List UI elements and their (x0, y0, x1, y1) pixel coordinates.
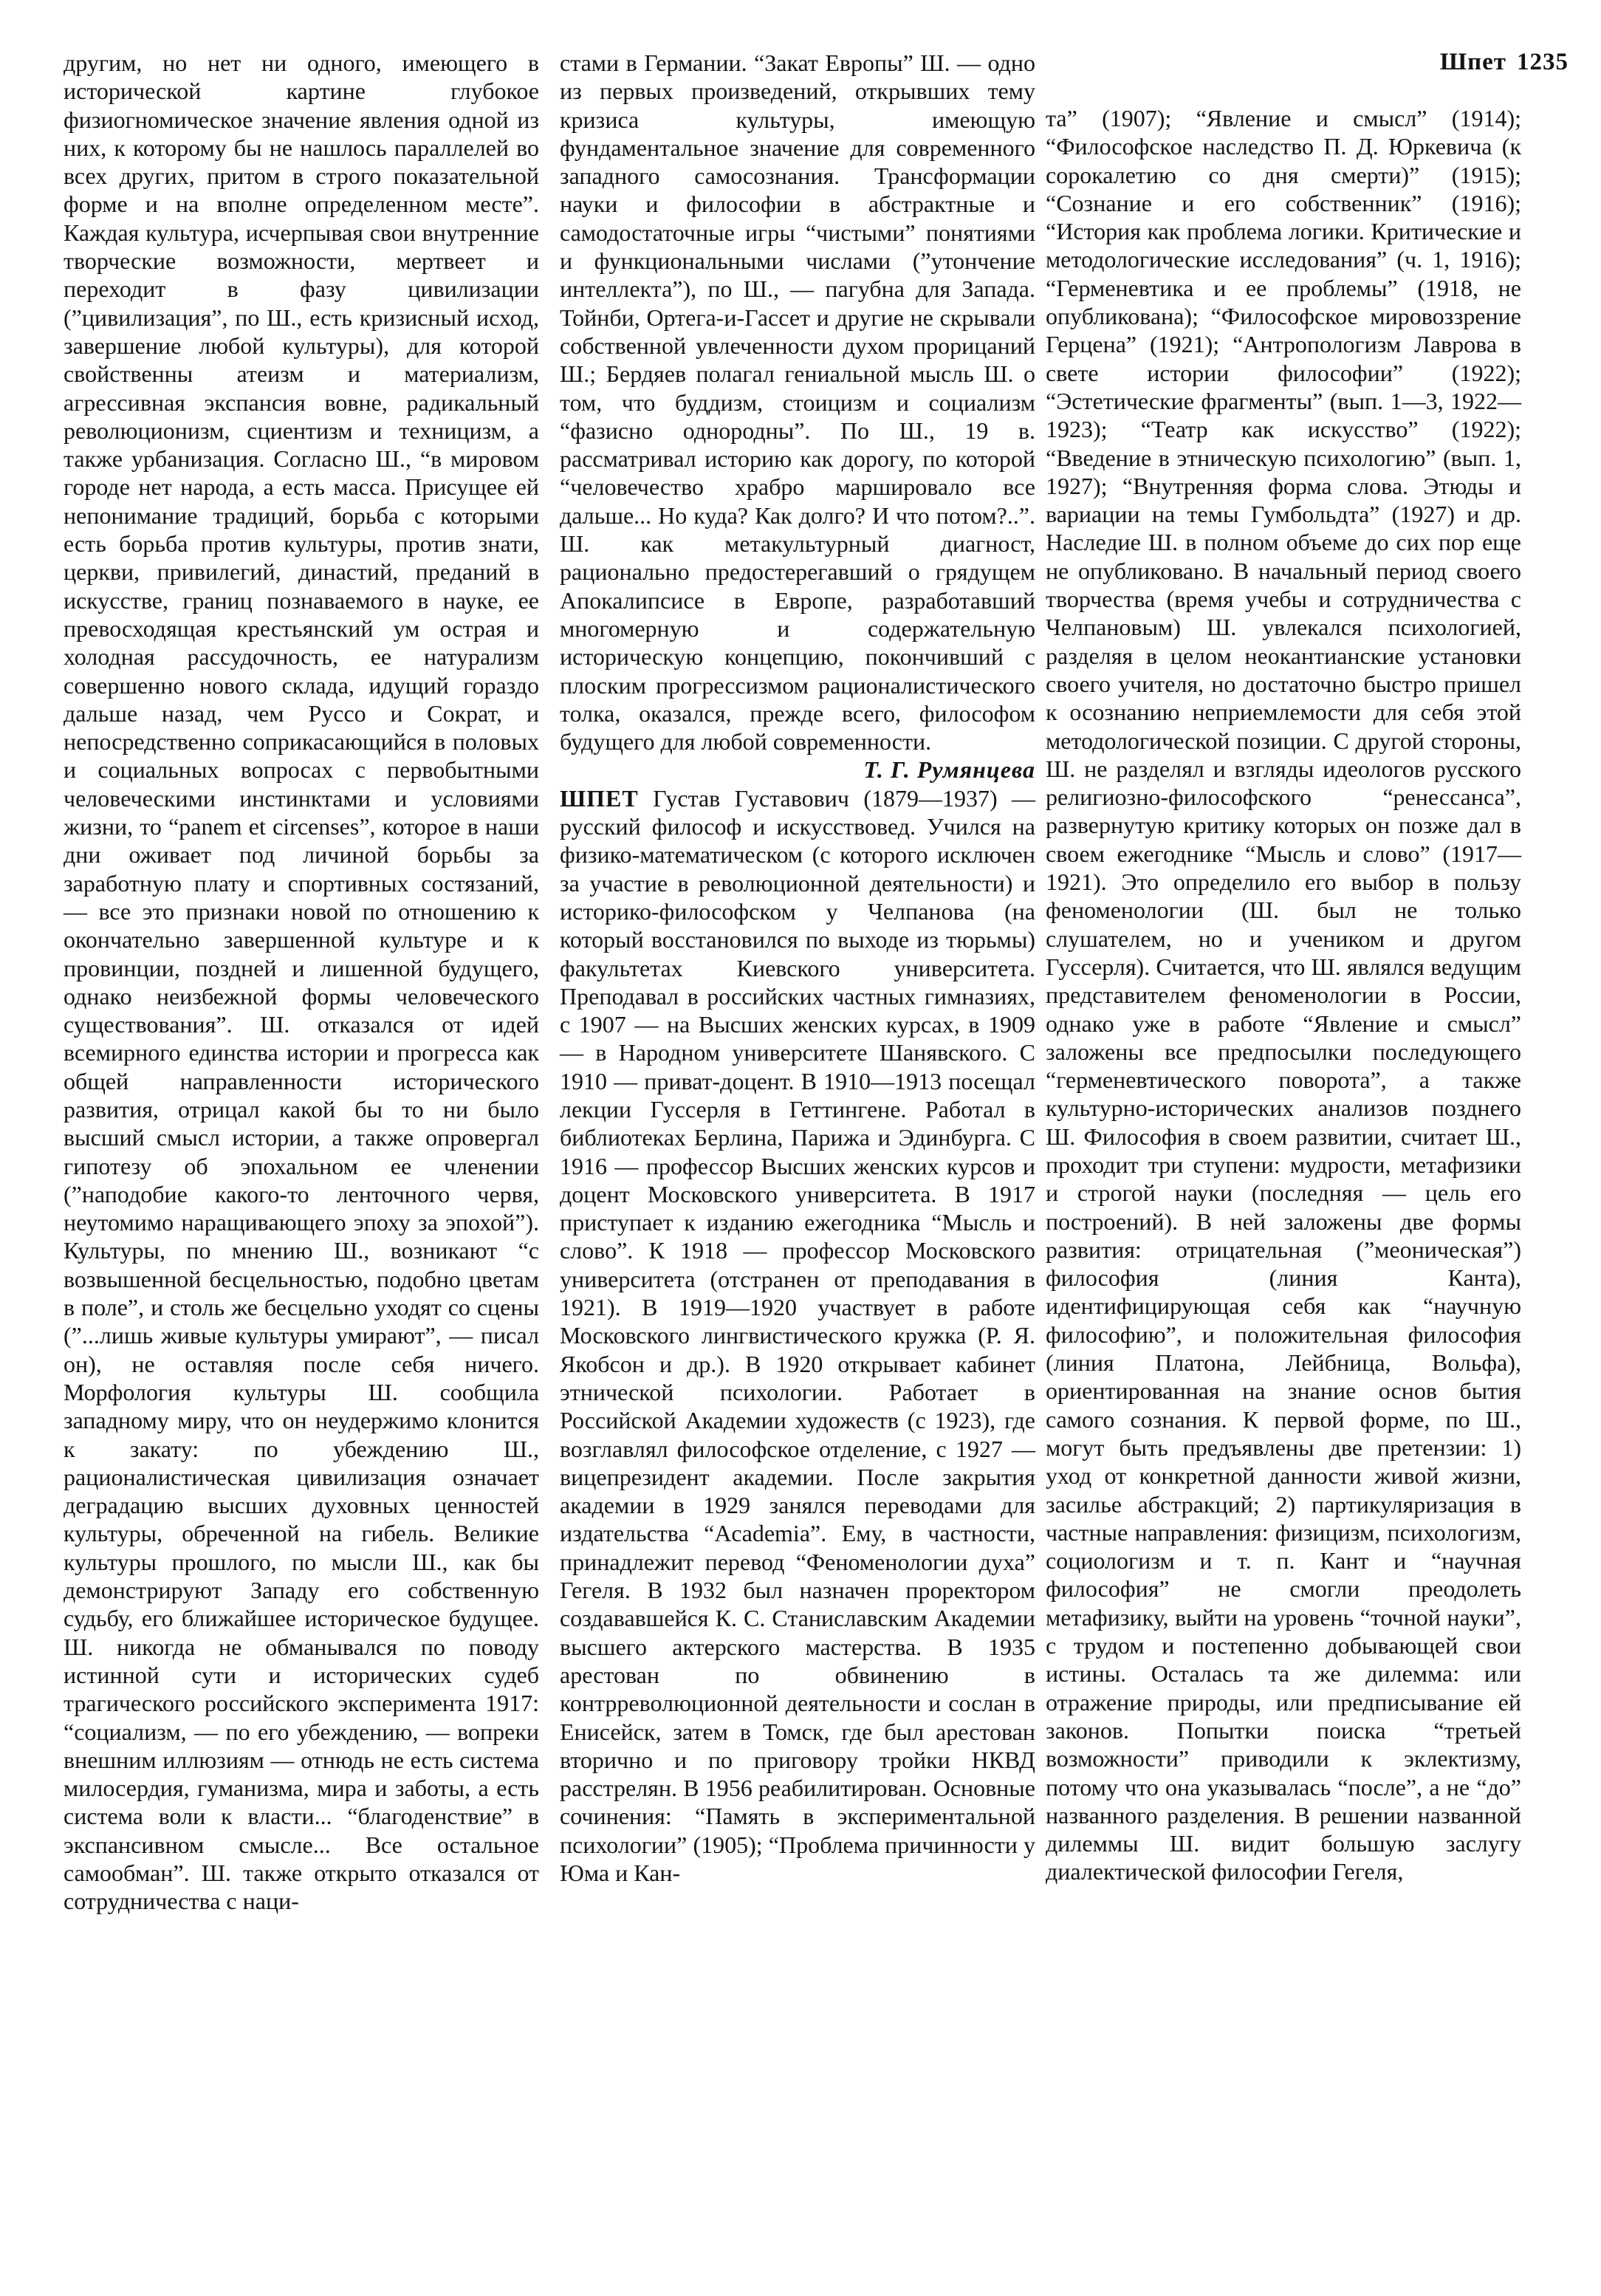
column-3-text: та” (1907); “Явление и смысл” (1914); “Философское наследство П. Д. Юркевича (к сорокалетию со дня смерти)” (1915); “Сознание и его собственник” (1916); “История как проблема логики. Критические и методологические исследования” (ч. 1, 1916); “Герменевтика и ее проблемы” (1918, не опубликована); “Философское мировоззрение Герцена” (1921); “Антропологизм Лаврова в свете истории философии” (1922); “Эстетические фрагменты” (вып. 1—3, 1922—1923); “Театр как искусство” (1922); “Введение в этническую психологию” (вып. 1, 1927); “Внутренняя форма слова. Этюды и вариации на темы Гумбольдта” (1927) и др. Наследие Ш. в полном объеме до сих пор еще не опубликовано. В начальный период своего творчества (время учебы и сотрудничества с Челпановым) Ш. увлекался психологией, разделяя в целом неокантианские установки своего учителя, но достаточно быстро пришел к осознанию неприемлемости для себя этой методологической позиции. С другой стороны, Ш. не разделял и взгляды идеологов русского религиозно-философского “ренессанса”, развернутую критику которых он позже дал в своем ежегоднике “Мысль и слово” (1917—1921). Это определило его выбор в пользу феноменологии (Ш. был не только слушателем, но и учеником и другом Гуссерля). Считается, что Ш. являлся ведущим представителем феноменологии в России, однако уже в работе “Явление и смысл” заложены все предпосылки последующего “герменевтического поворота”, а также культурно-исторических анализов позднего Ш. Философия в своем развитии, считает Ш., проходит три ступени: мудрости, метафизики и строгой науки (последняя — цель его построений). В ней заложены две формы развития: отрицательная (”меоническая”) философия (линия Канта), идентифицирующая себя как “научную философию”, и положительная философия (линия Платона, Лейбница, Вольфа), ориентированная на знание основ бытия самого сознания. К первой форме, по Ш., могут быть предъявлены две претензии: 1) уход от конкретной данности живой жизни, засилье абстракций; 2) партикуляризация в частные направления: физицизм, психологизм, социологизм и т. п. Кант и “научная философия” не смогли преодолеть метафизику, выйти на уровень “точной науки”, с трудом и постепенно добывающей свои истины. Осталась та же дилемма: или отражение природы, или предписывание ей законов. Попытки поиска “третьей возможности” приводили к эклектизму, потому что она указывалась “после”, а не “до” названного разделения. В решении названной дилеммы Ш. видит большую заслугу диалектической философии Гегеля, (1046, 105, 1521, 1885)
text-column-1 (64, 49, 539, 1916)
column-2-text: стами в Германии. “Закат Европы” Ш. — одно из первых произведений, открывших тему кризиса культуры, имеющую фундаментальное значение для современного западного самосознания. Трансформации науки и философии в абстрактные и самодостаточные игры “чистыми” понятиями и функциональными числами (”утончение интеллекта”), по Ш., — пагубна для Запада. Тойнби, Ортега-и-Гассет и другие не скрывали собственной увлеченности духом прорицаний Ш.; Бердяев полагал гениальной мысль Ш. о том, что буддизм, стоицизм и социализм “фазисно однородны”. По Ш., 19 в. рассматривал историю как дорогу, по которой “человечество храбро маршировало все дальше... Но куда? Как долго? И что потом?..”. Ш. как метакультурный диагност, рационально предостерегавший о грядущем Апокалипсисе в Европе, разработавший многомерную и содержательную историческую концепцию, покончивший с плоским прогрессизмом рационалистического толка, оказался, прежде всего, философом будущего для любой современности. (560, 49, 1035, 755)
entry-text: Густав Густавович (1879—1937) — русский философ и искусствовед. Учился на физико-математическом (с которого исключен за участие в революционной деятельности) и историко-философском у Челпанова (на который восстановился по выходе из тюрьмы) факультетах Киевского университета. Преподавал в российских частных гимназиях, с 1907 — на Высших женских курсах, в 1909 — в Народном университете Шанявского. С 1910 — приват-доцент. В 1910—1913 посещал лекции Гуссерля в Геттингене. Работал в библиотеках Берлина, Парижа и Эдинбурга. С 1916 — профессор Высших женских курсов и доцент Московского университета. В 1917 приступает к изданию ежегодника “Мысль и слово”. К 1918 — профессор Московского университета (отстранен от преподавания в 1921). В 1919—1920 участвует в работе Московского лингвистического кружка (Р. Я. Якобсон и др.). В 1920 открывает кабинет этнической психологии. Работает в Российской Академии художеств (с 1923), где возглавлял философское отделение, с 1927 — вицепрезидент академии. После закрытия академии в 1929 занялся переводами для издательства “Academia”. Ему, в частности, принадлежит перевод “Феноменологии духа” Гегеля. В 1932 был назначен проректором создававшейся К. С. Станиславским Академии высшего актерского мастерства. В 1935 арестован по обвинению в контрреволюционной деятельности и сослан в Енисейск, затем в Томск, где был арестован вторично и по приговору тройки НКВД расстрелян. В 1956 реабилитирован. Основные сочинения: “Память в экспериментальной психологии” (1905); “Проблема причинности у Юма и Кан- (560, 784, 1036, 1886)
text-column-2 (560, 49, 1035, 1887)
page-number: 1235 (1517, 49, 1569, 75)
entry-headword: ШПЕТ (560, 784, 639, 812)
author-signature: Т. Г. Румянцева (863, 756, 1035, 784)
column-1-text: другим, но нет ни одного, имеющего в исторической картине глубокое физиогномическое значение явления одной из них, к которому бы не нашлось параллелей во всех других, притом в строго показательной форме и на вполне определенном месте”. Каждая культура, исчерпывая свои внутренние творческие возможности, мертвеет и переходит в фазу цивилизации (”цивилизация”, по Ш., есть кризисный исход, завершение любой культуры), для которой свойственны атеизм и материализм, агрессивная экспансия вовне, радикальный революционизм, сциентизм и техницизм, а также урбанизация. Согласно Ш., “в мировом городе нет народа, а есть масса. Присущее ей непонимание традиций, борьба с которыми есть борьба против культуры, против знати, церкви, привилегий, династий, преданий в искусстве, границ познаваемого в науке, ее превосходящая крестьянский ум острая и холодная рассудочность, ее натурализм совершенно нового склада, идущий гораздо дальше назад, чем Руссо и Сократ, и непосредственно соприкасающийся в половых и социальных вопросах с первобытными человеческими инстинктами и условиями жизни, то “panem et circenses”, которое в наши дни оживает под личиной борьбы за заработную плату и спортивных состязаний, — все это признаки новой по отношению к окончательно завершенной культуре и к провинции, поздней и лишенной будущего, однако неизбежной формы человеческого существования”. Ш. отказался от идей всемирного единства истории и прогресса как общей направленности исторического развития, отрицал какой бы то ни было высший смысл истории, а также опровергал гипотезу об эпохальном ее членении (”наподобие какого-то ленточного червя, неутомимо наращивающего эпоху за эпохой”). Культуры, по мнению Ш., возникают “с возвышенной бесцельностью, подобно цветам в поле”, и столь же бесцельно уходят со сцены (”...лишь живые культуры умирают”, — писал он), не оставляя после себя ничего. Морфология культуры Ш. сообщила западному миру, что он неудержимо клонится к закату: по убеждению Ш., рационалистическая цивилизация означает деградацию высших духовных ценностей культуры, обреченной на гибель. Великие культуры прошлого, по мысли Ш., как бы демонстрируют Западу его собственную судьбу, его ближайшее историческое будущее. Ш. никогда не обманывался по поводу истинной сути и исторических судеб трагического российского эксперимента 1917: “социализм, — по его убеждению, — вопреки внешним иллюзиям — отнюдь не есть система милосердия, гуманизма, мира и заботы, а есть система воли к власти... “благоденствие” в экспансивном смысле... Все остальное самообман”. Ш. также открыто отказался от сотрудничества с наци- (64, 49, 539, 1915)
text-column-3 (1046, 104, 1521, 1886)
running-head-headword: Шпет (1439, 49, 1506, 75)
entry-shpet (560, 784, 1035, 1888)
running-head (1359, 49, 1569, 76)
